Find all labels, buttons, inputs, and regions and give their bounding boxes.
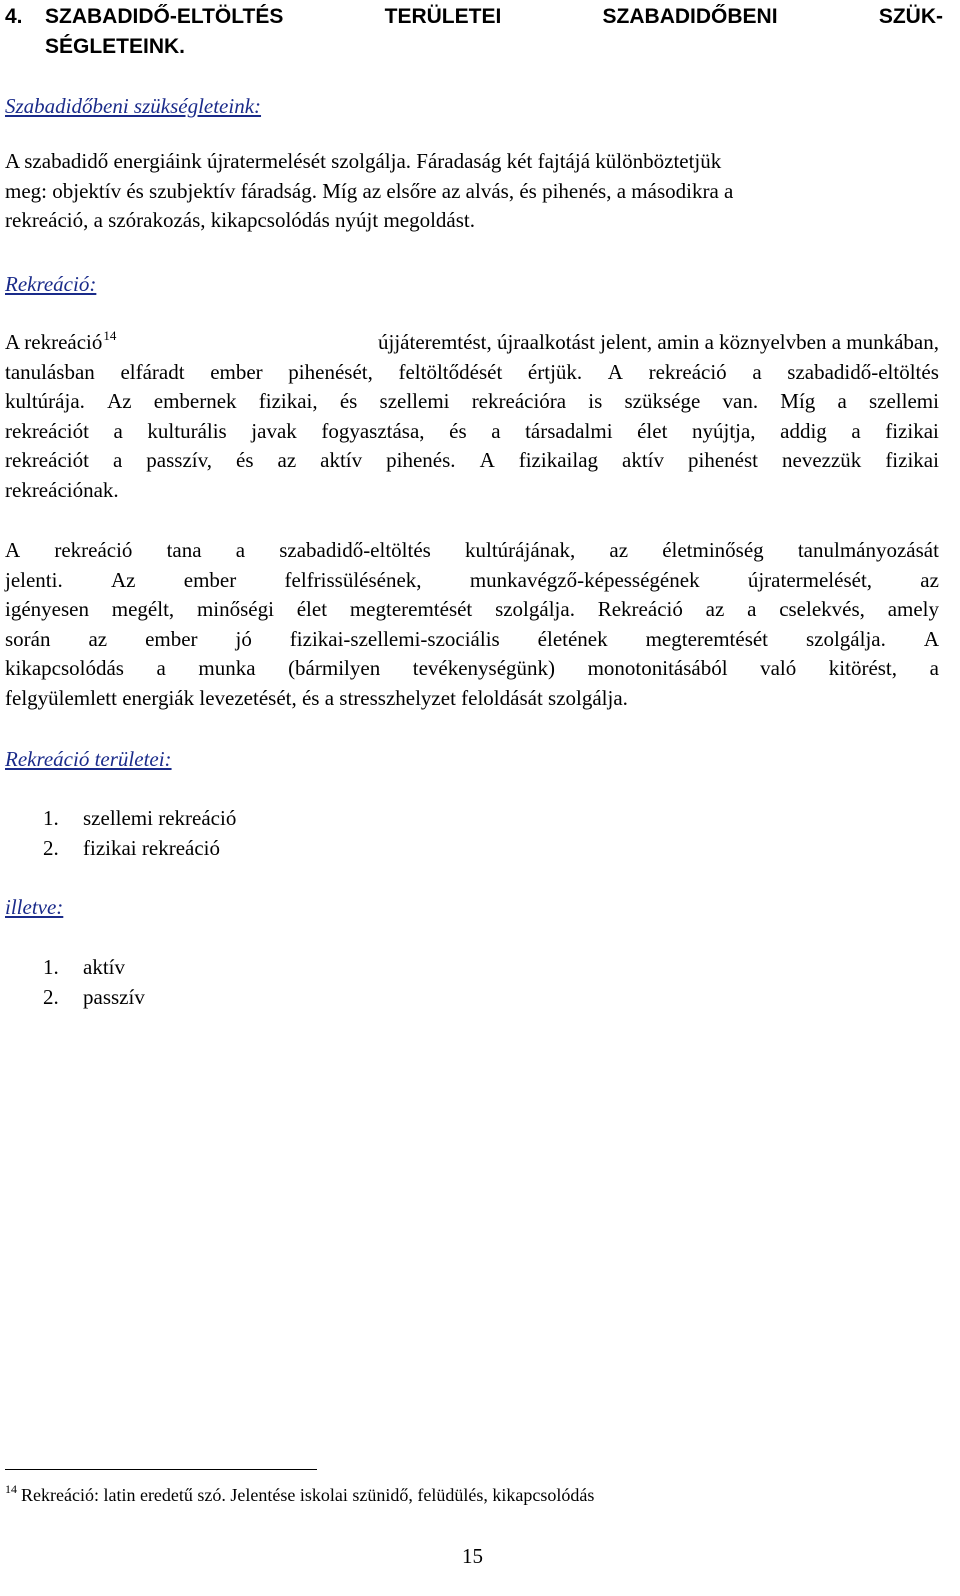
section-title-line-2: SÉGLETEINK. xyxy=(45,35,186,58)
list-item: 2. fizikai rekreáció xyxy=(43,836,220,860)
paragraph-recreation xyxy=(5,328,939,506)
section-number: 4. xyxy=(5,5,23,28)
footnote-reference: 14 xyxy=(103,328,117,343)
subheading-needs: Szabadidőbeni szükségleteink: xyxy=(5,94,262,118)
list-item: 2. passzív xyxy=(43,985,145,1009)
paragraph-line: kikapcsolódás a munka (bármilyen tevékenységünk) monotonitásából való kitörést, a xyxy=(5,656,939,681)
section-title-line-1 xyxy=(45,2,943,32)
paragraph-line: A rekreáció tana a szabadidő-eltöltés kultúrájának, az életminőség tanulmányozását xyxy=(5,538,939,562)
paragraph-needs xyxy=(5,147,939,236)
paragraph-recreation-science xyxy=(5,536,939,714)
section-title-word: SZABADIDŐBENI xyxy=(602,5,778,28)
paragraph-line: meg: objektív és szubjektív fáradság. Míg az elsőre az alvás, és pihenés, a másodikra a xyxy=(5,178,734,203)
paragraph-line: rekreációnak. xyxy=(5,477,119,502)
section-title-word: TERÜLETEI xyxy=(384,5,502,28)
paragraph-line: jelenti. Az ember felfrissülésének, munkavégző-képességének újratermelését, az xyxy=(5,567,939,592)
paragraph-line: rekreációt a kulturális javak fogyasztása, és a társadalmi élet nyújtja, addig a fizikai xyxy=(5,418,939,443)
list-item: 1. szellemi rekreáció xyxy=(43,806,237,830)
paragraph-line: igényesen megélt, minőségi élet megteremtését szolgálja. Rekreáció az a cselekvés, amely xyxy=(5,597,939,622)
recreation-word: A rekreáció xyxy=(5,330,103,354)
subheading-recreation: Rekreáció: xyxy=(5,272,97,296)
paragraph-line: tanulásban elfáradt ember pihenését, feltöltődését értjük. A rekreáció a szabadidő-eltöltés xyxy=(5,359,939,384)
section-title-word: SZÜK- xyxy=(878,5,943,28)
footnote-number: 14 xyxy=(5,1482,17,1496)
paragraph-line-rest: újjáteremtést, újraalkotást jelent, amin a köznyelvben a munkában, xyxy=(378,330,939,354)
section-title-word: SZABADIDŐ-ELTÖLTÉS xyxy=(45,5,284,28)
list-types xyxy=(43,952,145,1012)
paragraph-line: során az ember jó fizikai-szellemi-szociális életének megteremtését szolgálja. A xyxy=(5,626,939,651)
paragraph-line: rekreáció, a szórakozás, kikapcsolódás nyújt megoldást. xyxy=(5,208,476,233)
paragraph-line: rekreációt a passzív, és az aktív pihenés. A fizikailag aktív pihenést nevezzük fizikai xyxy=(5,448,939,473)
paragraph-line: kultúrája. Az embernek fizikai, és szellemi rekreációra is szüksége van. Míg a szellemi xyxy=(5,389,939,414)
list-areas xyxy=(43,803,236,863)
subheading-areas: Rekreáció területei: xyxy=(5,747,172,771)
paragraph-line: felgyülemlett energiák levezetését, és a stresszhelyzet feloldását szolgálja. xyxy=(5,685,628,710)
page-number: 15 xyxy=(462,1544,483,1568)
footnote xyxy=(5,1482,594,1510)
subheading-or: illetve: xyxy=(5,895,64,919)
footnote-text: Rekreáció: latin eredetű szó. Jelentése iskolai szünidő, felüdülés, kikapcsolódás xyxy=(21,1485,595,1505)
footnote-separator xyxy=(5,1469,317,1470)
list-item: 1. aktív xyxy=(43,955,125,979)
paragraph-line xyxy=(5,328,939,358)
paragraph-line: A szabadidő energiáink újratermelését szolgálja. Fáradaság két fajtájá különböztetjük xyxy=(5,149,722,173)
